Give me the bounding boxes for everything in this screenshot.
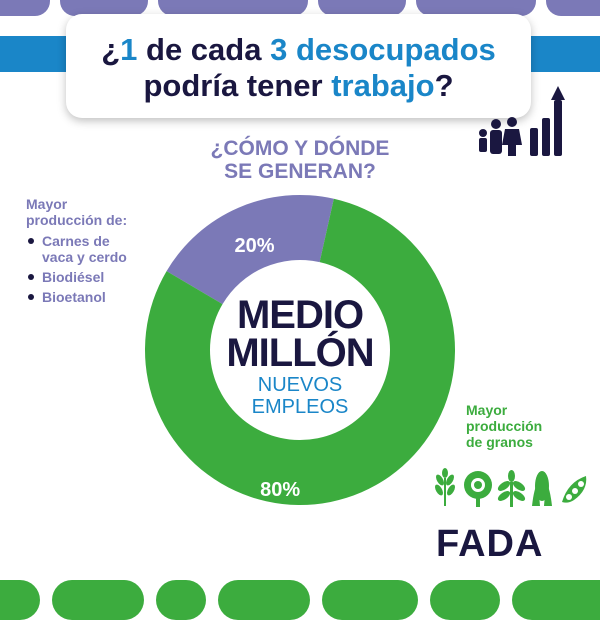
list-item-label: Bioetanol <box>42 289 106 305</box>
fada-logo: FADA <box>436 523 544 565</box>
decor-pill <box>322 580 418 620</box>
decor-pill <box>0 580 40 620</box>
center-line-3: NUEVOS <box>257 374 343 396</box>
left-heading: Mayor producción de: <box>26 196 128 228</box>
list-item-label: Carnes de vaca y cerdo <box>42 233 127 265</box>
title-text: ¿ <box>101 32 121 67</box>
decor-pill <box>218 580 310 620</box>
slice-label: 20% <box>234 234 275 257</box>
slice-label: 80% <box>260 479 301 502</box>
center-line-4: EMPLEOS <box>251 396 349 418</box>
title-highlight: 3 desocupados <box>270 32 496 67</box>
sprout-icon <box>496 470 526 507</box>
decor-pill <box>430 580 500 620</box>
right-heading: Mayor producción de granos <box>466 402 543 450</box>
title-text: de cada <box>137 32 271 67</box>
title-highlight: 1 <box>120 32 138 67</box>
corn-icon <box>532 471 552 506</box>
soy-icon <box>562 476 586 503</box>
title-text: podría tener <box>143 68 332 103</box>
crop-icons <box>428 468 588 508</box>
title-highlight: trabajo <box>331 68 435 103</box>
donut-center-text <box>205 293 395 418</box>
list-item-label: Biodiésel <box>42 269 105 285</box>
sunflower-icon <box>464 471 492 507</box>
center-line-2: MILLÓN <box>226 331 374 375</box>
title-text: ? <box>434 68 454 103</box>
decor-pill <box>52 580 144 620</box>
wheat-icon <box>433 468 456 506</box>
center-line-1: MEDIO <box>236 293 364 337</box>
decor-pill <box>512 580 600 620</box>
chart-subtitle: ¿CÓMO Y DÓNDE SE GENERAN? <box>210 137 390 183</box>
decor-pill <box>156 580 206 620</box>
